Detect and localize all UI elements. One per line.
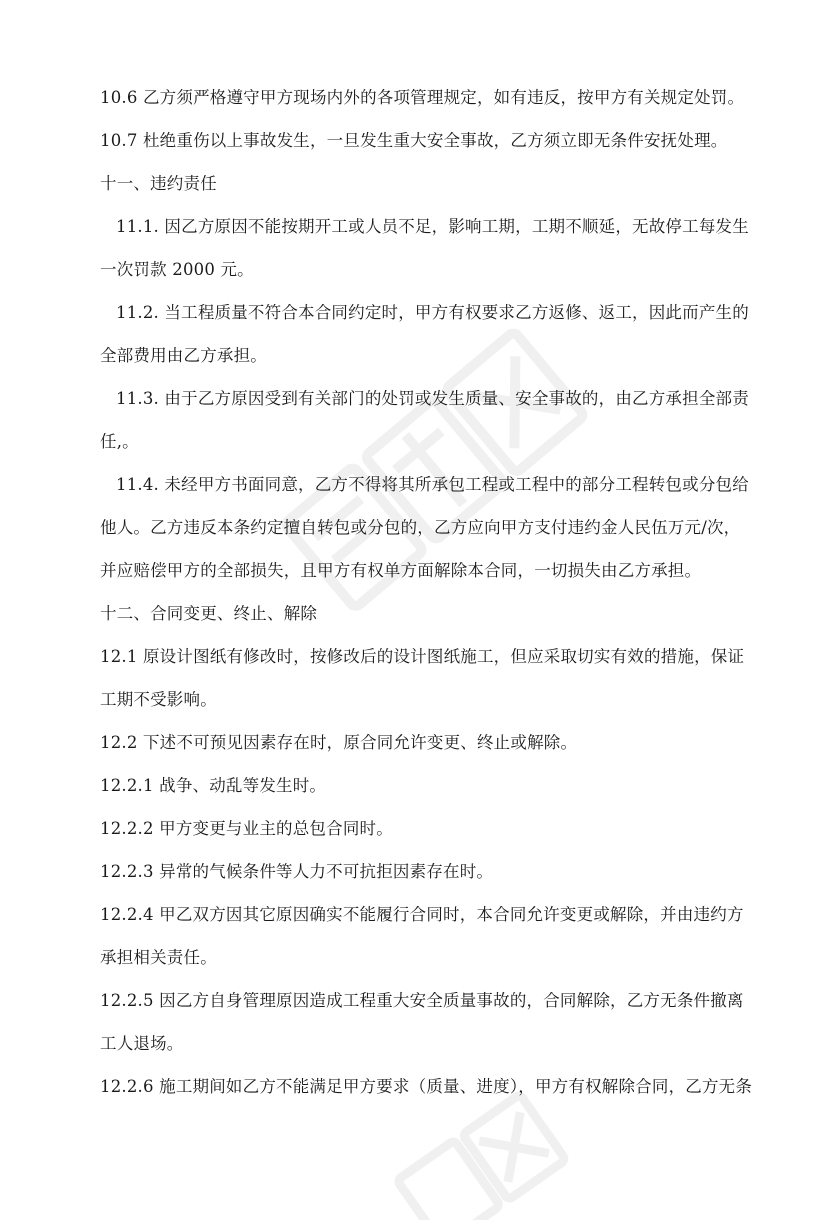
text-line-12-2-6-a: 12.2.6 施工期间如乙方不能满足甲方要求（质量、进度），甲方有权解除合同，乙方无条 bbox=[100, 1077, 753, 1096]
text-line-11-3-a: 11.3. 由于乙方原因受到有关部门的处罚或发生质量、安全事故的，由乙方承担全部责 bbox=[116, 389, 749, 408]
text-line-11-4-b: 他人。乙方违反本条约定擅自转包或分包的，乙方应向甲方支付违约金人民伍万元/次， bbox=[100, 518, 741, 537]
text-line-12-2-1: 12.2.1 战争、动乱等发生时。 bbox=[100, 776, 327, 795]
text-line-12-1-a: 12.1 原设计图纸有修改时，按修改后的设计图纸施工，但应采取切实有效的措施，保证 bbox=[100, 647, 745, 666]
text-line-11-4-c: 并应赔偿甲方的全部损失，且甲方有权单方面解除本合同，一切损失由乙方承担。 bbox=[100, 561, 702, 580]
text-line-11-1-b: 一次罚款 2000 元。 bbox=[100, 260, 254, 279]
text-line-12-2-3: 12.2.3 异常的气候条件等人力不可抗拒因素存在时。 bbox=[100, 862, 494, 881]
section-heading-12: 十二、合同变更、终止、解除 bbox=[100, 604, 318, 623]
text-line-12-2-5-b: 工人退场。 bbox=[100, 1034, 184, 1053]
text-line-11-2-b: 全部费用由乙方承担。 bbox=[100, 346, 267, 365]
text-line-10-7: 10.7 杜绝重伤以上事故发生，一旦发生重大安全事故，乙方须立即无条件安抚处理。 bbox=[100, 131, 728, 150]
text-line-12-2-4-a: 12.2.4 甲乙双方因其它原因确实不能履行合同时，本合同允许变更或解除，并由违约方 bbox=[100, 905, 744, 924]
section-heading-11: 十一、违约责任 bbox=[100, 174, 217, 193]
text-line-11-1-a: 11.1. 因乙方原因不能按期开工或人员不足，影响工期，工期不顺延，无故停工每发生 bbox=[116, 217, 749, 236]
text-line-11-4-a: 11.4. 未经甲方书面同意，乙方不得将其所承包工程或工程中的部分工程转包或分包给 bbox=[116, 475, 749, 494]
text-line-10-6: 10.6 乙方须严格遵守甲方现场内外的各项管理规定，如有违反，按甲方有关规定处罚。 bbox=[100, 88, 745, 107]
text-line-12-2-2: 12.2.2 甲方变更与业主的总包合同时。 bbox=[100, 819, 393, 838]
watermark-logo-bottom bbox=[380, 1080, 640, 1220]
text-line-11-3-b: 任,。 bbox=[100, 432, 139, 451]
text-line-12-2: 12.2 下述不可预见因素存在时，原合同允许变更、终止或解除。 bbox=[100, 733, 578, 752]
text-line-11-2-a: 11.2. 当工程质量不符合本合同约定时，甲方有权要求乙方返修、返工，因此而产生的 bbox=[116, 303, 749, 322]
text-line-12-2-5-a: 12.2.5 因乙方自身管理原因造成工程重大安全质量事故的，合同解除，乙方无条件撤离 bbox=[100, 991, 744, 1010]
text-line-12-1-b: 工期不受影响。 bbox=[100, 690, 217, 709]
text-line-12-2-4-b: 承担相关责任。 bbox=[100, 948, 217, 967]
